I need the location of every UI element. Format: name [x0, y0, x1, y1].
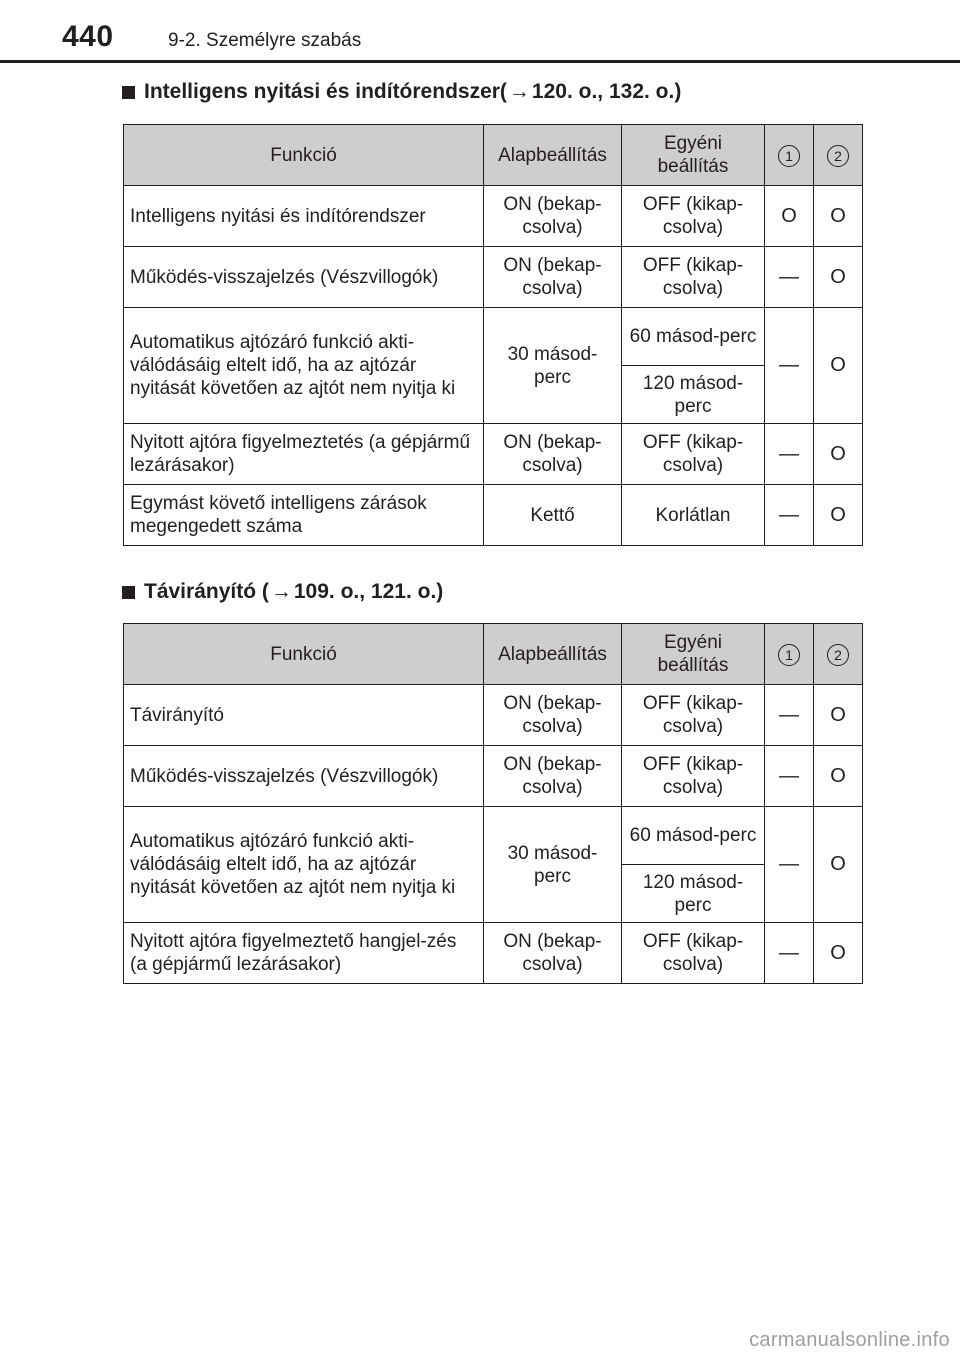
cell-c1: O — [765, 186, 814, 247]
cell-custom-option-b: 120 másod-perc — [622, 366, 765, 424]
cell-function: Intelligens nyitási és indítórendszer — [124, 186, 484, 247]
table-row — [124, 308, 863, 366]
cell-custom: OFF (kikap-csolva) — [622, 923, 765, 984]
section-title-smart-entry — [122, 80, 681, 104]
col-default: Alapbeállítás — [484, 624, 622, 685]
cell-default: ON (bekap-csolva) — [484, 746, 622, 807]
cell-function: Automatikus ajtózáró funkció akti-válódásáig eltelt idő, ha az ajtózár nyitását követően az ajtót nem nyitja ki — [124, 308, 484, 424]
page-header — [0, 0, 960, 66]
cell-c1: — — [765, 485, 814, 546]
chapter-title: 9-2. Személyre szabás — [168, 30, 362, 51]
cell-c2: O — [814, 485, 863, 546]
page-number: 440 — [62, 20, 114, 53]
cell-c1: — — [765, 807, 814, 923]
col-c1 — [765, 125, 814, 186]
cell-c2: O — [814, 923, 863, 984]
cell-default: ON (bekap-csolva) — [484, 247, 622, 308]
section-title-text: Távirányító ( — [144, 580, 269, 603]
cell-c2: O — [814, 186, 863, 247]
cell-function: Nyitott ajtóra figyelmeztető hangjel-zés (a gépjármű lezárásakor) — [124, 923, 484, 984]
cell-custom: OFF (kikap-csolva) — [622, 186, 765, 247]
cell-function: Nyitott ajtóra figyelmeztetés (a gépjármű lezárásakor) — [124, 424, 484, 485]
cell-c1: — — [765, 746, 814, 807]
circled-1-icon: 1 — [778, 145, 800, 167]
circled-2-icon: 2 — [827, 644, 849, 666]
arrow-right-icon: → — [270, 580, 292, 603]
table-row — [124, 247, 863, 308]
cell-default: 30 másod-perc — [484, 807, 622, 923]
table-row — [124, 807, 863, 865]
circled-2-icon: 2 — [827, 145, 849, 167]
cell-default: 30 másod-perc — [484, 308, 622, 424]
arrow-right-icon: → — [508, 80, 530, 103]
cell-c1: — — [765, 247, 814, 308]
cell-default: ON (bekap-csolva) — [484, 685, 622, 746]
cell-c1: — — [765, 424, 814, 485]
cell-function: Távirányító — [124, 685, 484, 746]
cell-function: Automatikus ajtózáró funkció akti-válódásáig eltelt idő, ha az ajtózár nyitását követően az ajtót nem nyitja ki — [124, 807, 484, 923]
cell-c2: O — [814, 746, 863, 807]
cell-default: ON (bekap-csolva) — [484, 424, 622, 485]
table-row — [124, 186, 863, 247]
square-bullet-icon — [122, 86, 135, 99]
cell-custom: OFF (kikap-csolva) — [622, 746, 765, 807]
section-title-refs: 120. o., 132. o.) — [531, 80, 682, 103]
cell-c1: — — [765, 685, 814, 746]
section-title-remote — [122, 580, 443, 604]
cell-c2: O — [814, 807, 863, 923]
cell-c1: — — [765, 923, 814, 984]
col-custom: Egyéni beállítás — [622, 125, 765, 186]
cell-c1: — — [765, 308, 814, 424]
cell-c2: O — [814, 308, 863, 424]
table-row — [124, 746, 863, 807]
cell-c2: O — [814, 247, 863, 308]
cell-default: ON (bekap-csolva) — [484, 923, 622, 984]
table-header-row — [124, 125, 863, 186]
cell-default: Kettő — [484, 485, 622, 546]
smart-entry-table — [123, 124, 863, 546]
col-custom: Egyéni beállítás — [622, 624, 765, 685]
col-c2 — [814, 125, 863, 186]
remote-table — [123, 623, 863, 984]
header-rule — [0, 60, 960, 63]
col-function: Funkció — [124, 125, 484, 186]
circled-1-icon: 1 — [778, 644, 800, 666]
cell-default: ON (bekap-csolva) — [484, 186, 622, 247]
cell-custom: OFF (kikap-csolva) — [622, 247, 765, 308]
table-header-row — [124, 624, 863, 685]
cell-c2: O — [814, 424, 863, 485]
cell-custom: OFF (kikap-csolva) — [622, 685, 765, 746]
watermark: carmanualsonline.info — [749, 1329, 950, 1351]
cell-custom: Korlátlan — [622, 485, 765, 546]
cell-c2: O — [814, 685, 863, 746]
col-c2 — [814, 624, 863, 685]
section-title-refs: 109. o., 121. o.) — [293, 580, 444, 603]
cell-function: Egymást követő intelligens zárások megengedett száma — [124, 485, 484, 546]
col-default: Alapbeállítás — [484, 125, 622, 186]
cell-custom-option-a: 60 másod-perc — [622, 308, 765, 366]
square-bullet-icon — [122, 586, 135, 599]
section-title-text: Intelligens nyitási és indítórendszer( — [144, 80, 507, 103]
table-row — [124, 485, 863, 546]
cell-function: Működés-visszajelzés (Vészvillogók) — [124, 746, 484, 807]
table-row — [124, 685, 863, 746]
cell-function: Működés-visszajelzés (Vészvillogók) — [124, 247, 484, 308]
table-row — [124, 424, 863, 485]
cell-custom-option-a: 60 másod-perc — [622, 807, 765, 865]
col-function: Funkció — [124, 624, 484, 685]
cell-custom-option-b: 120 másod-perc — [622, 865, 765, 923]
col-c1 — [765, 624, 814, 685]
cell-custom: OFF (kikap-csolva) — [622, 424, 765, 485]
table-row — [124, 923, 863, 984]
